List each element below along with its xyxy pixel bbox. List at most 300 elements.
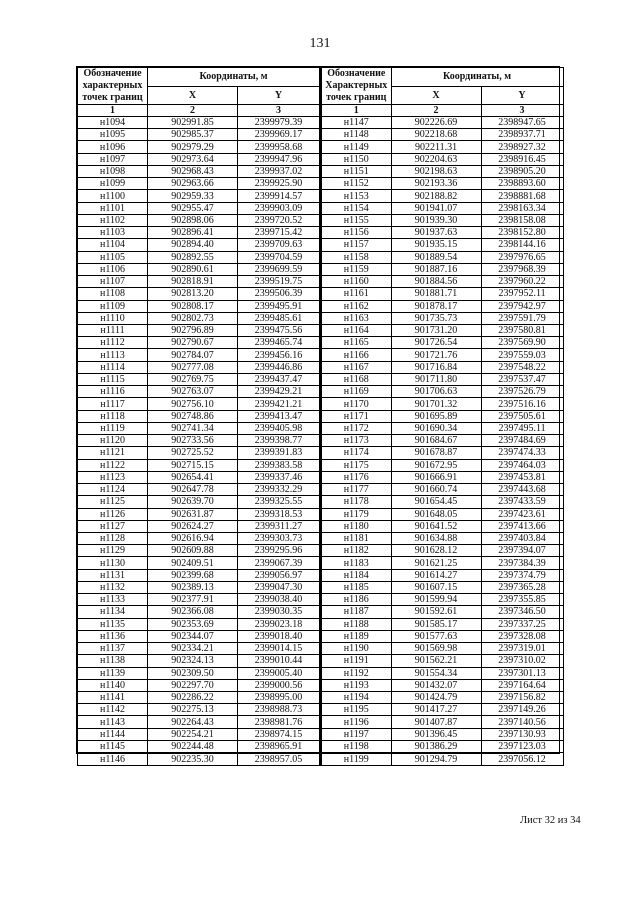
point-id: н1183 [321, 557, 391, 569]
coord-y: 2399699.59 [238, 263, 320, 275]
coord-y: 2399947.96 [238, 153, 320, 165]
coord-y: 2399295.96 [238, 545, 320, 557]
point-id: н1149 [321, 141, 391, 153]
right-table [320, 67, 564, 766]
table-row [321, 263, 563, 275]
table-row [321, 581, 563, 593]
table-row [78, 178, 320, 190]
point-id: н1189 [321, 630, 391, 642]
coord-y: 2398995.00 [238, 692, 320, 704]
table-row [78, 630, 320, 642]
table-row [321, 153, 563, 165]
coord-x: 901614.27 [391, 569, 481, 581]
table-row [321, 214, 563, 226]
coord-x: 901641.52 [391, 520, 481, 532]
coord-x: 902796.89 [148, 324, 238, 336]
coord-y: 2398988.73 [238, 704, 320, 716]
point-id: н1118 [78, 410, 148, 422]
table-row [321, 239, 563, 251]
point-id: н1097 [78, 153, 148, 165]
coord-y: 2399914.57 [238, 190, 320, 202]
table-row [78, 324, 320, 336]
coord-y: 2399303.73 [238, 532, 320, 544]
coord-y: 2399704.59 [238, 251, 320, 263]
coord-x: 901937.63 [391, 227, 481, 239]
point-id: н1123 [78, 471, 148, 483]
coord-x: 902639.70 [148, 496, 238, 508]
coord-y: 2397374.79 [481, 569, 563, 581]
coord-y: 2397569.90 [481, 337, 563, 349]
coord-x: 902896.41 [148, 227, 238, 239]
table-row [78, 557, 320, 569]
table-row [78, 532, 320, 544]
coord-x: 901599.94 [391, 594, 481, 606]
table-row [78, 410, 320, 422]
table-row [321, 606, 563, 618]
coord-x: 901417.27 [391, 704, 481, 716]
coord-x: 902808.17 [148, 300, 238, 312]
point-id: н1106 [78, 263, 148, 275]
point-id: н1173 [321, 435, 391, 447]
coord-x: 901396.45 [391, 728, 481, 740]
table-row [78, 716, 320, 728]
point-id: н1109 [78, 300, 148, 312]
coord-y: 2397394.07 [481, 545, 563, 557]
table-row [78, 606, 320, 618]
page-number: 131 [309, 36, 331, 51]
coord-x: 902244.48 [148, 740, 238, 752]
point-id: н1140 [78, 679, 148, 691]
coord-y: 2398152.80 [481, 227, 563, 239]
coord-y: 2398927.32 [481, 141, 563, 153]
coord-x: 902769.75 [148, 373, 238, 385]
table-row [78, 312, 320, 324]
point-id: н1142 [78, 704, 148, 716]
coord-x: 901884.56 [391, 276, 481, 288]
point-id: н1132 [78, 581, 148, 593]
point-id: н1100 [78, 190, 148, 202]
point-id: н1153 [321, 190, 391, 202]
coord-x: 902654.41 [148, 471, 238, 483]
coord-x: 902802.73 [148, 312, 238, 324]
coord-x: 901695.89 [391, 410, 481, 422]
coord-y: 2398893.60 [481, 178, 563, 190]
coord-x: 902377.91 [148, 594, 238, 606]
coord-y: 2397310.02 [481, 655, 563, 667]
coord-x: 902198.63 [391, 165, 481, 177]
coord-x: 902366.08 [148, 606, 238, 618]
point-id: н1156 [321, 227, 391, 239]
coord-x: 901585.17 [391, 618, 481, 630]
table-row [78, 276, 320, 288]
point-id: н1150 [321, 153, 391, 165]
coord-y: 2397301.13 [481, 667, 563, 679]
table-row [321, 716, 563, 728]
table-row [78, 753, 320, 766]
point-id: н1117 [78, 398, 148, 410]
point-id: н1096 [78, 141, 148, 153]
coord-x: 902963.66 [148, 178, 238, 190]
point-id: н1120 [78, 435, 148, 447]
coord-y: 2397319.01 [481, 643, 563, 655]
point-id: н1133 [78, 594, 148, 606]
coord-x: 902235.30 [148, 753, 238, 766]
table-row [78, 728, 320, 740]
coord-x: 902193.36 [391, 178, 481, 190]
coord-x: 901592.61 [391, 606, 481, 618]
coord-y: 2397942.97 [481, 300, 563, 312]
coord-x: 901678.87 [391, 447, 481, 459]
coord-y: 2397423.61 [481, 508, 563, 520]
point-id: н1098 [78, 165, 148, 177]
point-id: н1196 [321, 716, 391, 728]
table-row [321, 202, 563, 214]
coord-x: 902309.50 [148, 667, 238, 679]
coord-y: 2399475.56 [238, 324, 320, 336]
table-row [78, 594, 320, 606]
point-id: н1113 [78, 349, 148, 361]
coord-y: 2399405.98 [238, 422, 320, 434]
point-id: н1125 [78, 496, 148, 508]
coord-y: 2397140.56 [481, 716, 563, 728]
coord-y: 2397505.61 [481, 410, 563, 422]
table-row [321, 447, 563, 459]
table-row [321, 496, 563, 508]
coord-x: 901721.76 [391, 349, 481, 361]
coord-x: 901634.88 [391, 532, 481, 544]
point-id: н1116 [78, 386, 148, 398]
table-row [78, 740, 320, 752]
table-row [321, 484, 563, 496]
table-row [78, 288, 320, 300]
coord-y: 2397537.47 [481, 373, 563, 385]
point-id: н1128 [78, 532, 148, 544]
coord-y: 2399010.44 [238, 655, 320, 667]
coord-y: 2399332.29 [238, 484, 320, 496]
coord-x: 902979.29 [148, 141, 238, 153]
coord-y: 2399485.61 [238, 312, 320, 324]
table-row [78, 373, 320, 385]
coord-y: 2397580.81 [481, 324, 563, 336]
coord-x: 902254.21 [148, 728, 238, 740]
table-row [321, 227, 563, 239]
coord-x: 902211.31 [391, 141, 481, 153]
coordinates-header-left: Координаты, м [148, 68, 320, 87]
table-row [321, 728, 563, 740]
point-id: н1157 [321, 239, 391, 251]
coord-x: 902748.86 [148, 410, 238, 422]
coord-y: 2399506.39 [238, 288, 320, 300]
coord-y: 2398965.91 [238, 740, 320, 752]
coord-y: 2398158.08 [481, 214, 563, 226]
point-id: н1188 [321, 618, 391, 630]
coord-x: 902409.51 [148, 557, 238, 569]
coord-x: 902624.27 [148, 520, 238, 532]
coord-x: 901666.91 [391, 471, 481, 483]
point-id: н1115 [78, 373, 148, 385]
table-row [321, 337, 563, 349]
point-id: н1158 [321, 251, 391, 263]
coord-x: 902955.47 [148, 202, 238, 214]
coord-y: 2398957.05 [238, 753, 320, 766]
coord-y: 2397337.25 [481, 618, 563, 630]
coord-x: 902647.78 [148, 484, 238, 496]
coord-y: 2399413.47 [238, 410, 320, 422]
coord-y: 2398144.16 [481, 239, 563, 251]
coord-y: 2397346.50 [481, 606, 563, 618]
table-row [78, 251, 320, 263]
coord-y: 2399318.53 [238, 508, 320, 520]
table-row [321, 679, 563, 691]
point-id: н1095 [78, 129, 148, 141]
table-row [321, 520, 563, 532]
coord-x: 902813.20 [148, 288, 238, 300]
coord-x: 901424.79 [391, 692, 481, 704]
table-row [78, 679, 320, 691]
point-id: н1151 [321, 165, 391, 177]
coord-x: 902973.64 [148, 153, 238, 165]
point-id: н1181 [321, 532, 391, 544]
table-row [321, 300, 563, 312]
point-id: н1127 [78, 520, 148, 532]
x-header-left: X [148, 86, 238, 105]
point-id: н1164 [321, 324, 391, 336]
coord-y: 2398981.76 [238, 716, 320, 728]
table-row [78, 471, 320, 483]
point-id: н1191 [321, 655, 391, 667]
coord-y: 2399047.30 [238, 581, 320, 593]
table-row [321, 349, 563, 361]
point-id: н1121 [78, 447, 148, 459]
table-row [321, 190, 563, 202]
coord-y: 2399056.97 [238, 569, 320, 581]
coord-x: 901731.20 [391, 324, 481, 336]
coord-x: 902790.67 [148, 337, 238, 349]
point-id: н1192 [321, 667, 391, 679]
table-row [321, 545, 563, 557]
coord-y: 2398916.45 [481, 153, 563, 165]
coord-x: 902985.37 [148, 129, 238, 141]
point-id: н1176 [321, 471, 391, 483]
table-row [321, 165, 563, 177]
left-table-body [78, 117, 320, 766]
coord-y: 2398974.15 [238, 728, 320, 740]
point-id: н1107 [78, 276, 148, 288]
table-row [78, 165, 320, 177]
point-id: н1174 [321, 447, 391, 459]
table-row [321, 435, 563, 447]
coord-x: 901660.74 [391, 484, 481, 496]
coordinates-table [76, 66, 560, 765]
coord-y: 2397960.22 [481, 276, 563, 288]
coord-x: 901706.63 [391, 386, 481, 398]
coord-y: 2397484.69 [481, 435, 563, 447]
coord-y: 2399937.02 [238, 165, 320, 177]
col-num-3-left: 3 [238, 105, 320, 117]
point-id: н1182 [321, 545, 391, 557]
point-id: н1193 [321, 679, 391, 691]
coord-x: 902631.87 [148, 508, 238, 520]
coord-y: 2399391.83 [238, 447, 320, 459]
point-id: н1171 [321, 410, 391, 422]
coord-y: 2399005.40 [238, 667, 320, 679]
table-row [321, 410, 563, 422]
table-row [78, 581, 320, 593]
coord-x: 902890.61 [148, 263, 238, 275]
table-row [321, 398, 563, 410]
point-id: н1126 [78, 508, 148, 520]
point-id: н1137 [78, 643, 148, 655]
coord-x: 901878.17 [391, 300, 481, 312]
col-num-2-left: 2 [148, 105, 238, 117]
coord-y: 2397952.11 [481, 288, 563, 300]
coord-x: 902959.33 [148, 190, 238, 202]
point-id: н1165 [321, 337, 391, 349]
coord-y: 2397164.64 [481, 679, 563, 691]
table-row [78, 520, 320, 532]
table-row [321, 630, 563, 642]
table-row [321, 704, 563, 716]
coord-x: 902894.40 [148, 239, 238, 251]
coord-y: 2399720.52 [238, 214, 320, 226]
point-id: н1169 [321, 386, 391, 398]
coord-y: 2399018.40 [238, 630, 320, 642]
coord-x: 901607.15 [391, 581, 481, 593]
coord-x: 901939.30 [391, 214, 481, 226]
table-row [78, 361, 320, 373]
point-id: н1145 [78, 740, 148, 752]
coord-x: 901628.12 [391, 545, 481, 557]
coord-x: 901577.63 [391, 630, 481, 642]
coord-y: 2399446.86 [238, 361, 320, 373]
table-row [321, 753, 563, 766]
coord-x: 901386.29 [391, 740, 481, 752]
coord-y: 2399337.46 [238, 471, 320, 483]
point-id: н1162 [321, 300, 391, 312]
coord-x: 902275.13 [148, 704, 238, 716]
point-id: н1147 [321, 117, 391, 129]
coord-y: 2399383.58 [238, 459, 320, 471]
coord-x: 901562.21 [391, 655, 481, 667]
coord-y: 2397123.03 [481, 740, 563, 752]
coord-y: 2397968.39 [481, 263, 563, 275]
table-row [321, 655, 563, 667]
point-id: н1148 [321, 129, 391, 141]
point-id: н1172 [321, 422, 391, 434]
point-id: н1154 [321, 202, 391, 214]
coord-x: 902399.68 [148, 569, 238, 581]
coord-x: 901881.71 [391, 288, 481, 300]
coord-x: 902609.88 [148, 545, 238, 557]
coord-x: 902389.13 [148, 581, 238, 593]
table-row [321, 276, 563, 288]
table-row [78, 300, 320, 312]
table-row [321, 532, 563, 544]
coord-x: 902991.85 [148, 117, 238, 129]
coord-y: 2399456.16 [238, 349, 320, 361]
point-id: н1110 [78, 312, 148, 324]
col-num-3-right: 3 [481, 105, 563, 117]
coord-x: 902898.06 [148, 214, 238, 226]
col-num-1-right: 1 [321, 105, 391, 117]
x-header-right: X [391, 86, 481, 105]
coord-x: 902756.10 [148, 398, 238, 410]
coord-y: 2399398.77 [238, 435, 320, 447]
point-id: н1124 [78, 484, 148, 496]
coord-x: 901684.67 [391, 435, 481, 447]
table-row [321, 740, 563, 752]
coord-x: 901621.25 [391, 557, 481, 569]
table-row [321, 251, 563, 263]
point-id: н1103 [78, 227, 148, 239]
designation-header-right: Обозначение Характерных точек границ [321, 68, 391, 105]
coord-x: 901294.79 [391, 753, 481, 766]
point-id: н1138 [78, 655, 148, 667]
coord-y: 2399969.17 [238, 129, 320, 141]
point-id: н1178 [321, 496, 391, 508]
coord-y: 2399000.56 [238, 679, 320, 691]
coord-x: 902226.69 [391, 117, 481, 129]
coord-y: 2399958.68 [238, 141, 320, 153]
point-id: н1102 [78, 214, 148, 226]
coord-y: 2398881.68 [481, 190, 563, 202]
point-id: н1146 [78, 753, 148, 766]
coord-x: 901432.07 [391, 679, 481, 691]
table-row [78, 459, 320, 471]
point-id: н1111 [78, 324, 148, 336]
coord-x: 902286.22 [148, 692, 238, 704]
point-id: н1144 [78, 728, 148, 740]
coord-y: 2398937.71 [481, 129, 563, 141]
coord-y: 2399925.90 [238, 178, 320, 190]
point-id: н1166 [321, 349, 391, 361]
point-id: н1114 [78, 361, 148, 373]
point-id: н1199 [321, 753, 391, 766]
coord-x: 901701.32 [391, 398, 481, 410]
coord-x: 902264.43 [148, 716, 238, 728]
point-id: н1177 [321, 484, 391, 496]
table-row [78, 508, 320, 520]
sheet-number-note: Лист 32 из 34 [520, 815, 581, 826]
table-row [321, 459, 563, 471]
coord-x: 901407.87 [391, 716, 481, 728]
table-row [78, 117, 320, 129]
table-row [78, 704, 320, 716]
coord-x: 902892.55 [148, 251, 238, 263]
table-row [321, 422, 563, 434]
coord-x: 901672.95 [391, 459, 481, 471]
coord-x: 901569.98 [391, 643, 481, 655]
coord-y: 2399023.18 [238, 618, 320, 630]
coord-y: 2397156.82 [481, 692, 563, 704]
coord-x: 901726.54 [391, 337, 481, 349]
coord-x: 901887.16 [391, 263, 481, 275]
table-row [321, 557, 563, 569]
coord-x: 902715.15 [148, 459, 238, 471]
point-id: н1094 [78, 117, 148, 129]
table-row [78, 141, 320, 153]
coord-y: 2399038.40 [238, 594, 320, 606]
coord-x: 901889.54 [391, 251, 481, 263]
coord-y: 2397443.68 [481, 484, 563, 496]
point-id: н1099 [78, 178, 148, 190]
table-row [78, 129, 320, 141]
table-row [321, 508, 563, 520]
coord-y: 2399709.63 [238, 239, 320, 251]
point-id: н1175 [321, 459, 391, 471]
table-row [321, 324, 563, 336]
coord-x: 902616.94 [148, 532, 238, 544]
